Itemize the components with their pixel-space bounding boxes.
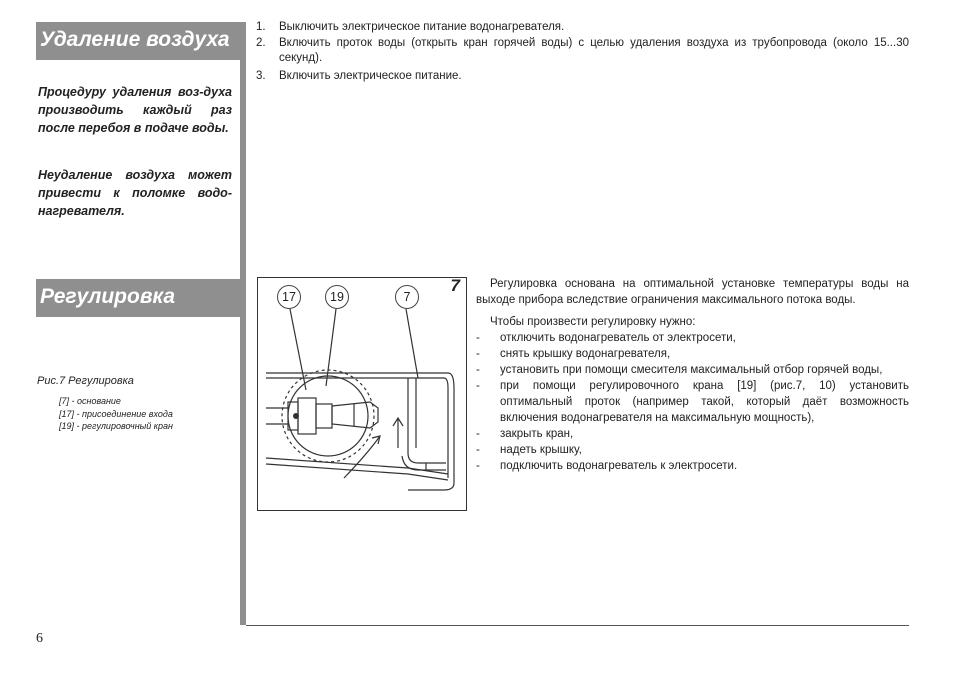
page-number: 6 xyxy=(36,631,43,646)
bullet-dash: - xyxy=(476,332,480,344)
regulation-intro: Регулировка основана на оптимальной установке температуры воды на выходе прибора вследствие ограничения максимального потока воды. xyxy=(476,278,909,306)
regulation-steps xyxy=(476,330,909,474)
section-title-air-removal: Удаление воздуха xyxy=(36,22,242,60)
bullet-text: установить при помощи смесителя максимальный отбор горячей воды, xyxy=(500,364,883,376)
list-item xyxy=(476,378,909,426)
step-text: Выключить электрическое питание водонагревателя. xyxy=(279,21,565,33)
list-item xyxy=(476,330,909,346)
sidebar-divider xyxy=(240,22,246,625)
bullet-text: подключить водонагреватель к электросети. xyxy=(500,460,738,472)
legend-item: [19] - регулировочный кран xyxy=(59,421,174,431)
bullet-dash: - xyxy=(476,348,480,360)
step-number: 3. xyxy=(256,69,266,82)
figure-number: 7 xyxy=(450,277,460,295)
bullet-dash: - xyxy=(476,444,480,456)
footer-rule xyxy=(246,625,909,626)
step-text: Включить проток воды (открыть кран горячей воды) с целью удаления воздуха из трубопровода (около 15...30 секунд). xyxy=(279,36,909,64)
warning-air-removal: Процедуру удаления воз-духа производить каждый раз после перебоя в подаче воды. xyxy=(38,85,232,135)
bullet-dash: - xyxy=(476,460,480,472)
regulation-lead: Чтобы произвести регулировку нужно: xyxy=(490,316,696,328)
list-item xyxy=(476,346,909,362)
section-title-regulation: Регулировка xyxy=(36,279,242,317)
legend-item: [7] - основание xyxy=(59,396,121,406)
bullet-text: при помощи регулировочного крана [19] (рис.7, 10) установить оптимальный проток (например такой, который даёт возможность включения водонагревателя на максимальную мощность), xyxy=(500,380,909,424)
step-text: Включить электрическое питание. xyxy=(279,69,462,82)
bullet-dash: - xyxy=(476,364,480,376)
list-item xyxy=(476,442,909,458)
bullet-dash: - xyxy=(476,380,480,392)
list-item xyxy=(476,426,909,442)
figure-regulation-diagram xyxy=(257,277,467,511)
step-number: 2. xyxy=(256,36,266,49)
bullet-text: надеть крышку, xyxy=(500,444,582,456)
valve-drawing xyxy=(258,278,467,511)
bullet-text: закрыть кран, xyxy=(500,428,574,440)
callout-7: 7 xyxy=(395,285,419,309)
callout-17: 17 xyxy=(277,285,301,309)
bullet-text: снять крышку водонагревателя, xyxy=(500,348,671,360)
step-item xyxy=(256,20,909,36)
callout-19: 19 xyxy=(325,285,349,309)
warning-damage: Неудаление воздуха может привести к поломке водо-нагревателя. xyxy=(38,168,232,218)
figure-legend xyxy=(59,395,173,433)
step-item xyxy=(256,36,909,67)
list-item xyxy=(476,362,909,378)
legend-item: [17] - присоединение входа xyxy=(59,408,173,419)
step-number: 1. xyxy=(256,21,266,33)
air-removal-steps xyxy=(256,20,909,84)
list-item xyxy=(476,458,909,474)
bullet-text: отключить водонагреватель от электросети, xyxy=(500,332,736,344)
step-item xyxy=(256,69,909,85)
regulation-text xyxy=(476,276,909,474)
figure-caption: Рис.7 Регулировка xyxy=(37,375,134,387)
bullet-dash: - xyxy=(476,428,480,440)
